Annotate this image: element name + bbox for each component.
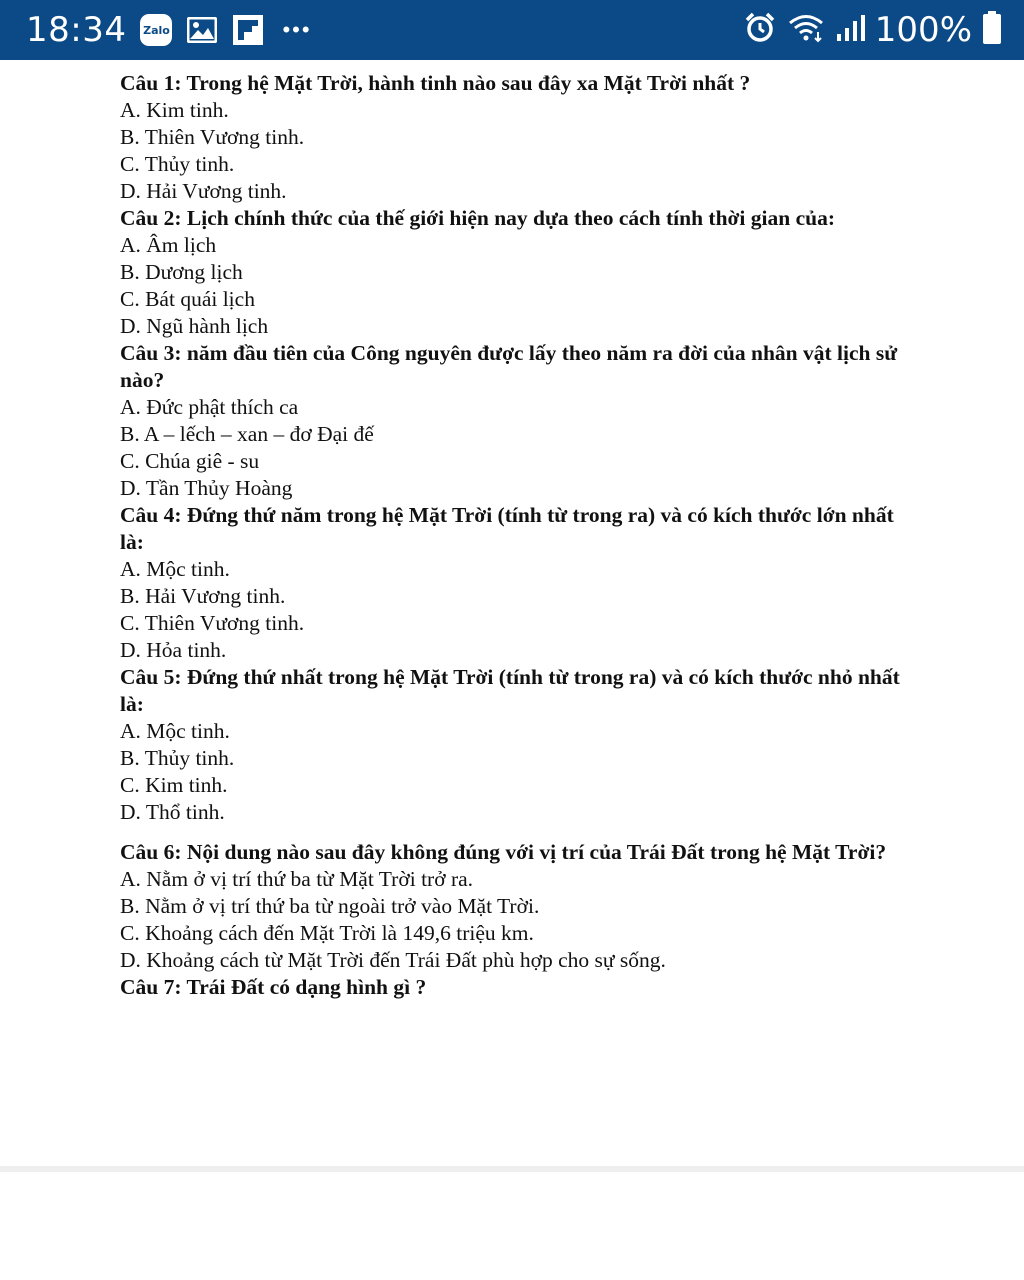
zalo-notification-icon: Zalo [140, 14, 172, 46]
answer-option: D. Ngũ hành lịch [120, 314, 269, 338]
question-title: Câu 2: Lịch chính thức của thế giới hiện nay dựa theo cách tính thời gian của: [120, 206, 836, 230]
answer-option: B. Thủy tinh. [120, 746, 235, 770]
status-left-group [26, 10, 312, 50]
answer-option: C. Thủy tinh. [120, 152, 235, 176]
question-7 [120, 974, 920, 1001]
question-title: Câu 6: Nội dung nào sau đây không đúng với vị trí của Trái Đất trong hệ Mặt Trời? [120, 840, 887, 864]
answer-option: A. Đức phật thích ca [120, 395, 299, 419]
flipboard-notification-icon [232, 14, 264, 46]
wifi-icon [787, 12, 825, 49]
question-1 [120, 70, 920, 205]
battery-percent: 100% [874, 10, 972, 50]
alarm-icon [743, 11, 777, 50]
gallery-notification-icon [186, 14, 218, 46]
answer-option: C. Chúa giê - su [120, 449, 260, 473]
status-bar [0, 0, 1024, 60]
page-bottom-divider [0, 1166, 1024, 1172]
answer-option: D. Thổ tinh. [120, 800, 225, 824]
question-title: Câu 3: năm đầu tiên của Công nguyên được lấy theo năm ra đời của nhân vật lịch sử nào? [120, 341, 898, 392]
battery-icon [982, 11, 1002, 50]
answer-option: B. Thiên Vương tinh. [120, 125, 305, 149]
status-time: 18:34 [26, 10, 127, 50]
question-5 [120, 664, 920, 826]
status-right-group [743, 10, 1002, 50]
answer-option: D. Hỏa tinh. [120, 638, 227, 662]
answer-option: D. Hải Vương tinh. [120, 179, 287, 203]
answer-option: A. Nằm ở vị trí thứ ba từ Mặt Trời trở ra. [120, 867, 474, 891]
answer-option: D. Khoảng cách từ Mặt Trời đến Trái Đất phù hợp cho sự sống. [120, 948, 666, 972]
document-page [120, 70, 920, 1001]
answer-option: A. Kim tinh. [120, 98, 229, 122]
more-dots-icon: ••• [282, 17, 312, 42]
question-3 [120, 340, 920, 502]
question-6 [120, 839, 920, 974]
answer-option: A. Mộc tinh. [120, 719, 230, 743]
question-4 [120, 502, 920, 664]
answer-option: C. Khoảng cách đến Mặt Trời là 149,6 triệu km. [120, 921, 534, 945]
question-title: Câu 1: Trong hệ Mặt Trời, hành tinh nào sau đây xa Mặt Trời nhất ? [120, 71, 751, 95]
answer-option: C. Thiên Vương tinh. [120, 611, 305, 635]
question-2 [120, 205, 920, 340]
question-title: Câu 7: Trái Đất có dạng hình gì ? [120, 975, 427, 999]
answer-option: B. Hải Vương tinh. [120, 584, 286, 608]
answer-option: C. Kim tinh. [120, 773, 228, 797]
answer-option: A. Âm lịch [120, 233, 217, 257]
question-title: Câu 4: Đứng thứ năm trong hệ Mặt Trời (tính từ trong ra) và có kích thước lớn nhất là: [120, 503, 894, 554]
answer-option: B. A – lếch – xan – đơ Đại đế [120, 422, 374, 446]
answer-option: C. Bát quái lịch [120, 287, 255, 311]
signal-icon [835, 13, 865, 48]
answer-option: D. Tần Thủy Hoàng [120, 476, 293, 500]
answer-option: B. Dương lịch [120, 260, 243, 284]
answer-option: B. Nằm ở vị trí thứ ba từ ngoài trở vào Mặt Trời. [120, 894, 540, 918]
question-title: Câu 5: Đứng thứ nhất trong hệ Mặt Trời (tính từ trong ra) và có kích thước nhỏ nhất là: [120, 665, 900, 716]
answer-option: A. Mộc tinh. [120, 557, 230, 581]
